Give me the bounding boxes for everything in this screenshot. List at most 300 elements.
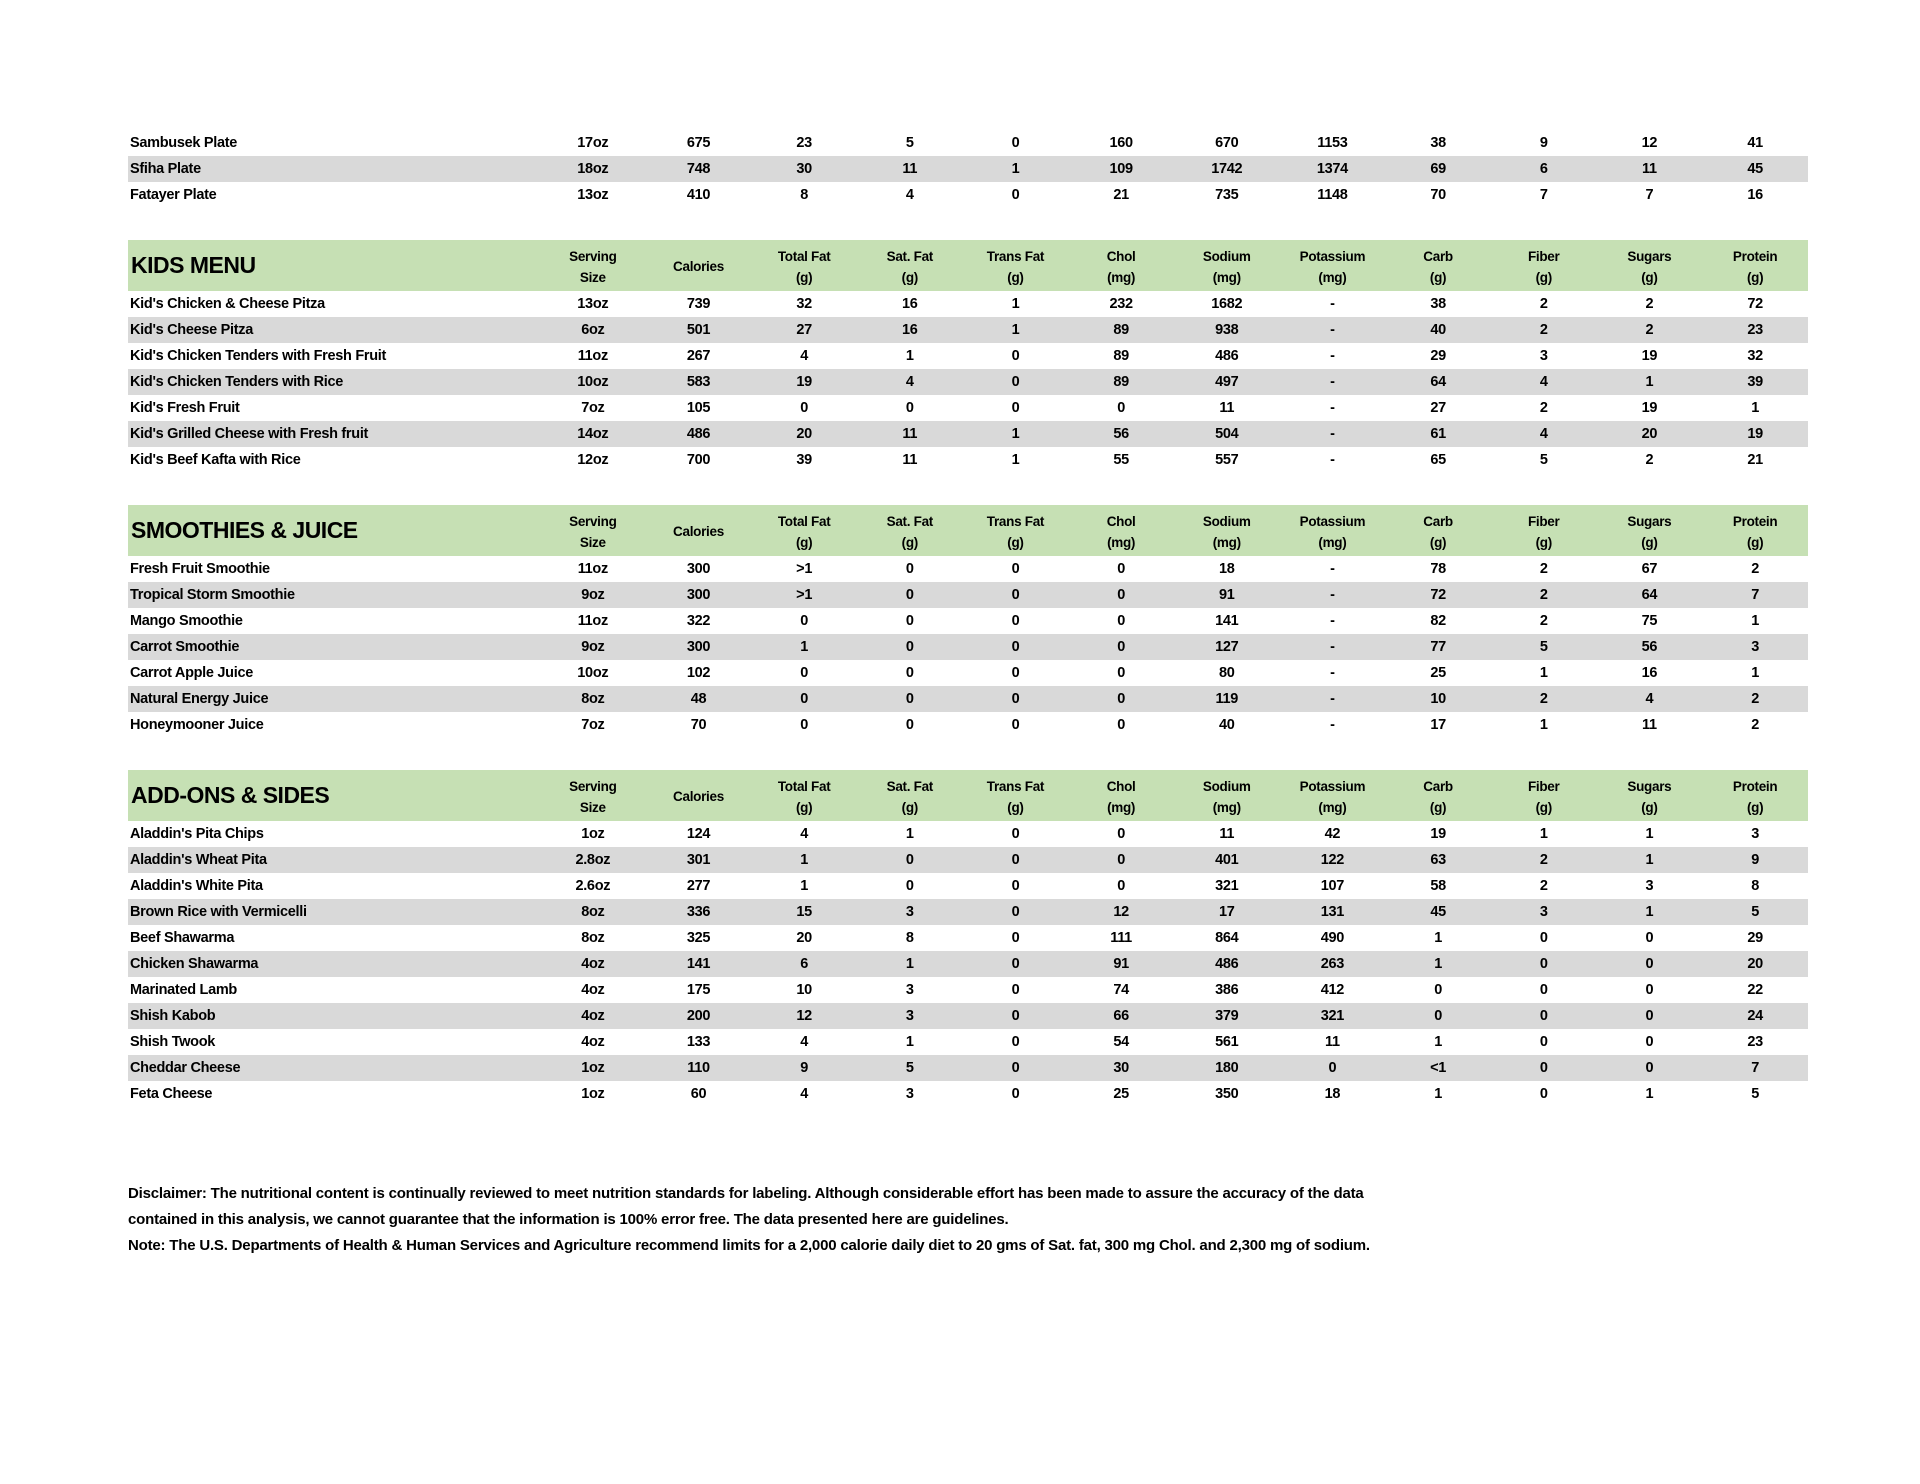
value-cell: >1 xyxy=(796,561,813,577)
value-cell: 102 xyxy=(686,665,711,681)
value-cell: 0 xyxy=(1011,1034,1020,1050)
value-cell: 0 xyxy=(1011,135,1020,151)
column-header: Fiber (g) xyxy=(1527,778,1560,815)
value-cell: 16 xyxy=(1641,665,1658,681)
value-cell: 0 xyxy=(905,639,914,655)
value-cell: 0 xyxy=(1011,639,1020,655)
value-cell: 1oz xyxy=(581,1086,605,1102)
item-name-cell: Mango Smoothie xyxy=(130,613,243,629)
value-cell: 1742 xyxy=(1211,161,1243,177)
value-cell: 2 xyxy=(1645,452,1654,468)
value-cell: 0 xyxy=(1011,1086,1020,1102)
value-cell: 1 xyxy=(1751,665,1759,681)
item-name-cell: Kid's Chicken & Cheese Pitza xyxy=(130,296,325,312)
column-header: Carb (g) xyxy=(1423,513,1453,550)
column-header: Sat. Fat (g) xyxy=(886,778,933,815)
column-header: Calories xyxy=(673,789,724,804)
value-cell: 9oz xyxy=(581,639,605,655)
value-cell: 7 xyxy=(1539,187,1548,203)
table-row xyxy=(128,847,1808,873)
value-cell: 25 xyxy=(1430,665,1446,681)
value-cell: 13oz xyxy=(577,187,609,203)
table-row xyxy=(128,899,1808,925)
column-header: Sodium (mg) xyxy=(1202,248,1251,285)
value-cell: 670 xyxy=(1215,135,1239,151)
value-cell: 410 xyxy=(686,187,711,203)
value-cell: <1 xyxy=(1430,1060,1447,1076)
value-cell: 56 xyxy=(1113,426,1129,442)
disclaimer-block xyxy=(128,1181,1393,1259)
value-cell: 29 xyxy=(1430,348,1446,364)
value-cell: 29 xyxy=(1747,930,1763,946)
value-cell: 0 xyxy=(800,400,809,416)
value-cell: 350 xyxy=(1215,1086,1239,1102)
value-cell: 11oz xyxy=(577,348,608,364)
value-cell: 0 xyxy=(1117,400,1125,416)
value-cell: 0 xyxy=(1539,982,1548,998)
value-cell: 5 xyxy=(905,135,914,151)
value-cell: 9 xyxy=(1751,852,1759,868)
value-cell: 18 xyxy=(1219,561,1235,577)
value-cell: 3 xyxy=(905,1086,914,1102)
value-cell: 69 xyxy=(1430,161,1446,177)
value-cell: 1 xyxy=(1645,1086,1654,1102)
value-cell: 0 xyxy=(1539,956,1548,972)
value-cell: 386 xyxy=(1215,982,1239,998)
value-cell: 1 xyxy=(1645,374,1654,390)
item-name-cell: Tropical Storm Smoothie xyxy=(130,587,295,603)
value-cell: 501 xyxy=(686,322,711,338)
value-cell: 504 xyxy=(1215,426,1239,442)
value-cell: 111 xyxy=(1110,930,1132,946)
value-cell: 1 xyxy=(1011,161,1020,177)
value-cell: 45 xyxy=(1430,904,1446,920)
table-row xyxy=(128,686,1808,712)
value-cell: 19 xyxy=(1430,826,1446,842)
value-cell: 321 xyxy=(1215,878,1239,894)
value-cell: 4 xyxy=(800,348,809,364)
value-cell: 336 xyxy=(686,904,711,920)
value-cell: 38 xyxy=(1430,296,1446,312)
item-name-cell: Beef Shawarma xyxy=(130,930,235,946)
value-cell: 70 xyxy=(690,717,707,733)
value-cell: 72 xyxy=(1430,587,1446,603)
table-row xyxy=(128,660,1808,686)
value-cell: 4 xyxy=(905,187,914,203)
value-cell: 1oz xyxy=(581,826,605,842)
value-cell: 80 xyxy=(1219,665,1235,681)
item-name-cell: Kid's Cheese Pitza xyxy=(130,322,253,338)
table-row xyxy=(128,977,1808,1003)
value-cell: 0 xyxy=(1011,1008,1020,1024)
table-row xyxy=(128,156,1808,182)
value-cell: 30 xyxy=(1113,1060,1129,1076)
value-cell: - xyxy=(1330,613,1335,629)
value-cell: 748 xyxy=(686,161,711,177)
table-row xyxy=(128,317,1808,343)
value-cell: 0 xyxy=(1539,1086,1548,1102)
nutrition-tables xyxy=(128,130,1808,1107)
value-cell: 175 xyxy=(686,982,711,998)
value-cell: 4 xyxy=(1539,374,1548,390)
value-cell: 7 xyxy=(1645,187,1654,203)
value-cell: 0 xyxy=(1011,717,1020,733)
column-header: Trans Fat (g) xyxy=(986,513,1045,550)
value-cell: 1 xyxy=(1751,613,1759,629)
value-cell: 16 xyxy=(1747,187,1763,203)
value-cell: 321 xyxy=(1320,1008,1345,1024)
value-cell: 322 xyxy=(686,613,711,629)
value-cell: 561 xyxy=(1215,1034,1239,1050)
item-name-cell: Carrot Smoothie xyxy=(130,639,240,655)
value-cell: 105 xyxy=(686,400,711,416)
value-cell: 20 xyxy=(1641,426,1658,442)
column-header: Calories xyxy=(673,259,724,274)
value-cell: 21 xyxy=(1113,187,1129,203)
value-cell: 1 xyxy=(1539,826,1548,842)
value-cell: 675 xyxy=(686,135,711,151)
value-cell: 141 xyxy=(1215,613,1239,629)
value-cell: 11oz xyxy=(577,561,608,577)
value-cell: 4 xyxy=(800,1086,809,1102)
value-cell: 300 xyxy=(686,587,711,603)
value-cell: 0 xyxy=(1011,691,1020,707)
item-name-cell: Honeymooner Juice xyxy=(130,717,264,733)
value-cell: 13oz xyxy=(577,296,609,312)
value-cell: 38 xyxy=(1430,135,1446,151)
value-cell: 1 xyxy=(1645,852,1654,868)
table-row xyxy=(128,951,1808,977)
column-header: Sugars (g) xyxy=(1627,778,1672,815)
value-cell: 490 xyxy=(1320,930,1345,946)
value-cell: 23 xyxy=(1747,322,1763,338)
column-header: Carb (g) xyxy=(1423,248,1453,285)
value-cell: 1 xyxy=(1011,296,1020,312)
column-header: Trans Fat (g) xyxy=(986,778,1045,815)
column-header: Potassium (mg) xyxy=(1299,513,1366,550)
value-cell: 0 xyxy=(1117,587,1125,603)
value-cell: 2 xyxy=(1539,691,1548,707)
value-cell: 91 xyxy=(1113,956,1129,972)
value-cell: 3 xyxy=(1751,639,1759,655)
value-cell: 0 xyxy=(1117,717,1125,733)
value-cell: - xyxy=(1330,296,1335,312)
value-cell: 8 xyxy=(800,187,809,203)
section-title: KIDS MENU xyxy=(131,252,256,278)
table-row xyxy=(128,291,1808,317)
value-cell: 0 xyxy=(1117,613,1125,629)
value-cell: 25 xyxy=(1113,1086,1129,1102)
value-cell: 8oz xyxy=(581,904,605,920)
value-cell: 8oz xyxy=(581,691,605,707)
item-name-cell: Kid's Chicken Tenders with Rice xyxy=(130,374,344,390)
value-cell: 67 xyxy=(1641,561,1658,577)
value-cell: 1 xyxy=(1011,426,1020,442)
value-cell: 12 xyxy=(1641,135,1658,151)
column-header: Total Fat (g) xyxy=(777,248,831,285)
value-cell: 0 xyxy=(905,691,914,707)
value-cell: - xyxy=(1330,452,1335,468)
value-cell: 11 xyxy=(1642,161,1657,177)
value-cell: 72 xyxy=(1747,296,1763,312)
value-cell: 325 xyxy=(686,930,711,946)
value-cell: 0 xyxy=(1011,187,1020,203)
value-cell: 4oz xyxy=(581,1034,605,1050)
value-cell: 11oz xyxy=(577,613,608,629)
table-row xyxy=(128,712,1808,738)
value-cell: 131 xyxy=(1320,904,1345,920)
value-cell: 1 xyxy=(1011,322,1020,338)
value-cell: - xyxy=(1330,561,1335,577)
table-row xyxy=(128,447,1808,473)
value-cell: 12 xyxy=(1113,904,1129,920)
table-row xyxy=(128,821,1808,847)
value-cell: 8 xyxy=(905,930,914,946)
value-cell: 21 xyxy=(1747,452,1763,468)
item-name-cell: Kid's Beef Kafta with Rice xyxy=(130,452,301,468)
value-cell: 133 xyxy=(686,1034,711,1050)
value-cell: 2 xyxy=(1539,878,1548,894)
value-cell: - xyxy=(1330,587,1335,603)
value-cell: 3 xyxy=(1539,348,1548,364)
table-row xyxy=(128,421,1808,447)
value-cell: 9 xyxy=(1539,135,1548,151)
value-cell: 63 xyxy=(1430,852,1446,868)
value-cell: 5 xyxy=(1751,904,1759,920)
value-cell: 0 xyxy=(1011,852,1020,868)
value-cell: 1 xyxy=(800,639,809,655)
column-header: Fiber (g) xyxy=(1527,513,1560,550)
value-cell: 0 xyxy=(1117,826,1125,842)
value-cell: 2 xyxy=(1539,561,1548,577)
column-header: Sodium (mg) xyxy=(1202,513,1251,550)
value-cell: 1148 xyxy=(1317,187,1348,203)
value-cell: 0 xyxy=(1011,1060,1020,1076)
value-cell: 263 xyxy=(1320,956,1345,972)
value-cell: 3 xyxy=(905,904,914,920)
value-cell: 32 xyxy=(1747,348,1763,364)
column-header: Carb (g) xyxy=(1423,778,1453,815)
value-cell: 4 xyxy=(905,374,914,390)
value-cell: 938 xyxy=(1215,322,1239,338)
value-cell: 2 xyxy=(1539,296,1548,312)
value-cell: 58 xyxy=(1430,878,1446,894)
value-cell: 0 xyxy=(1434,982,1442,998)
value-cell: - xyxy=(1330,322,1335,338)
value-cell: 700 xyxy=(686,452,711,468)
item-name-cell: Fatayer Plate xyxy=(130,187,217,203)
menu-section-continuation xyxy=(128,130,1808,208)
value-cell: 0 xyxy=(1011,374,1020,390)
value-cell: 20 xyxy=(1747,956,1763,972)
value-cell: 12 xyxy=(796,1008,812,1024)
value-cell: 19 xyxy=(1641,348,1658,364)
value-cell: 17 xyxy=(1430,717,1446,733)
item-name-cell: Chicken Shawarma xyxy=(130,956,259,972)
value-cell: 48 xyxy=(690,691,707,707)
value-cell: 4 xyxy=(800,1034,809,1050)
column-header: Potassium (mg) xyxy=(1299,778,1366,815)
value-cell: 18 xyxy=(1324,1086,1341,1102)
item-name-cell: Natural Energy Juice xyxy=(130,691,269,707)
value-cell: 1153 xyxy=(1317,135,1348,151)
value-cell: 60 xyxy=(690,1086,707,1102)
value-cell: 24 xyxy=(1747,1008,1763,1024)
value-cell: 486 xyxy=(686,426,711,442)
item-name-cell: Cheddar Cheese xyxy=(130,1060,241,1076)
value-cell: 0 xyxy=(800,691,809,707)
note-text: Note: The U.S. Departments of Health & Human Services and Agriculture recommend limits for a 2,000 calorie daily diet to 20 gms of Sat. fat, 300 mg Chol. and 2,300 mg of sodium. xyxy=(128,1237,1370,1254)
section-header-row xyxy=(128,240,1808,291)
section-title: ADD-ONS & SIDES xyxy=(131,782,330,808)
value-cell: 0 xyxy=(1645,1060,1654,1076)
column-header: Protein (g) xyxy=(1732,248,1778,285)
value-cell: 2 xyxy=(1645,322,1654,338)
value-cell: 64 xyxy=(1430,374,1446,390)
column-header: Chol (mg) xyxy=(1106,513,1136,550)
value-cell: 6oz xyxy=(581,322,605,338)
value-cell: 40 xyxy=(1430,322,1446,338)
value-cell: 56 xyxy=(1641,639,1658,655)
value-cell: 89 xyxy=(1113,374,1129,390)
value-cell: 0 xyxy=(1011,826,1020,842)
value-cell: 0 xyxy=(1011,613,1020,629)
value-cell: 1 xyxy=(1539,717,1548,733)
menu-section-smoothies-juice xyxy=(128,505,1808,738)
value-cell: 70 xyxy=(1430,187,1446,203)
value-cell: 1 xyxy=(800,878,809,894)
value-cell: 0 xyxy=(1117,561,1125,577)
value-cell: 64 xyxy=(1641,587,1658,603)
value-cell: - xyxy=(1330,400,1335,416)
value-cell: - xyxy=(1330,691,1335,707)
value-cell: 7 xyxy=(1751,1060,1759,1076)
value-cell: 0 xyxy=(1645,982,1654,998)
value-cell: 12oz xyxy=(577,452,609,468)
value-cell: 7oz xyxy=(581,400,605,416)
item-name-cell: Carrot Apple Juice xyxy=(130,665,253,681)
item-name-cell: Kid's Grilled Cheese with Fresh fruit xyxy=(130,426,369,442)
value-cell: 19 xyxy=(1747,426,1763,442)
value-cell: 160 xyxy=(1109,135,1133,151)
table-row xyxy=(128,130,1808,156)
value-cell: 5 xyxy=(1539,639,1548,655)
value-cell: 1374 xyxy=(1316,161,1348,177)
value-cell: 17oz xyxy=(577,135,609,151)
value-cell: 10 xyxy=(1430,691,1446,707)
value-cell: 0 xyxy=(1011,665,1020,681)
value-cell: 7 xyxy=(1751,587,1759,603)
value-cell: 27 xyxy=(796,322,812,338)
value-cell: - xyxy=(1330,717,1335,733)
value-cell: 1 xyxy=(1434,930,1442,946)
value-cell: 11 xyxy=(1325,1034,1340,1050)
value-cell: 11 xyxy=(902,426,918,442)
column-header: Serving Size xyxy=(569,248,617,285)
table-row xyxy=(128,634,1808,660)
value-cell: 5 xyxy=(1539,452,1548,468)
value-cell: 89 xyxy=(1113,348,1129,364)
value-cell: >1 xyxy=(796,587,813,603)
table-row xyxy=(128,395,1808,421)
value-cell: 2 xyxy=(1539,400,1548,416)
value-cell: 0 xyxy=(1011,561,1020,577)
value-cell: 22 xyxy=(1747,982,1763,998)
value-cell: 39 xyxy=(1747,374,1763,390)
column-header: Sat. Fat (g) xyxy=(886,513,933,550)
value-cell: 0 xyxy=(1011,587,1020,603)
item-name-cell: Kid's Chicken Tenders with Fresh Fruit xyxy=(130,348,387,364)
table-row xyxy=(128,343,1808,369)
value-cell: 864 xyxy=(1215,930,1239,946)
item-name-cell: Aladdin's Wheat Pita xyxy=(130,852,267,868)
value-cell: 0 xyxy=(1117,852,1125,868)
value-cell: 89 xyxy=(1113,322,1129,338)
value-cell: 124 xyxy=(686,826,711,842)
value-cell: 300 xyxy=(686,561,711,577)
column-header: Protein (g) xyxy=(1732,778,1778,815)
value-cell: 78 xyxy=(1430,561,1446,577)
value-cell: 3 xyxy=(1751,826,1759,842)
value-cell: 109 xyxy=(1109,161,1133,177)
value-cell: 0 xyxy=(905,613,914,629)
value-cell: 19 xyxy=(796,374,812,390)
value-cell: 17 xyxy=(1219,904,1235,920)
value-cell: - xyxy=(1330,665,1335,681)
value-cell: 0 xyxy=(905,561,914,577)
value-cell: 32 xyxy=(796,296,812,312)
value-cell: 0 xyxy=(1645,1008,1654,1024)
value-cell: 300 xyxy=(686,639,711,655)
column-header: Fiber (g) xyxy=(1527,248,1560,285)
value-cell: 1 xyxy=(905,826,914,842)
value-cell: 412 xyxy=(1320,982,1345,998)
value-cell: 9oz xyxy=(581,587,605,603)
column-header: Calories xyxy=(673,524,724,539)
item-name-cell: Shish Twook xyxy=(130,1034,216,1050)
value-cell: 0 xyxy=(1011,878,1020,894)
section-header-row xyxy=(128,770,1808,821)
item-name-cell: Brown Rice with Vermicelli xyxy=(130,904,307,920)
value-cell: - xyxy=(1330,639,1335,655)
column-header: Sugars (g) xyxy=(1627,248,1672,285)
value-cell: 0 xyxy=(800,665,809,681)
value-cell: 2 xyxy=(1539,322,1548,338)
value-cell: 119 xyxy=(1215,691,1239,707)
value-cell: 127 xyxy=(1215,639,1239,655)
value-cell: 19 xyxy=(1641,400,1658,416)
value-cell: 232 xyxy=(1109,296,1133,312)
value-cell: 0 xyxy=(1011,982,1020,998)
value-cell: 2 xyxy=(1539,613,1548,629)
table-row xyxy=(128,1003,1808,1029)
value-cell: 110 xyxy=(687,1060,710,1076)
value-cell: 557 xyxy=(1215,452,1239,468)
value-cell: 66 xyxy=(1113,1008,1129,1024)
value-cell: 0 xyxy=(1011,930,1020,946)
item-name-cell: Sambusek Plate xyxy=(130,135,238,151)
item-name-cell: Feta Cheese xyxy=(130,1086,213,1102)
item-name-cell: Kid's Fresh Fruit xyxy=(130,400,240,416)
table-row xyxy=(128,1081,1808,1107)
value-cell: 23 xyxy=(796,135,812,151)
table-row xyxy=(128,1029,1808,1055)
value-cell: 11 xyxy=(1219,826,1235,842)
value-cell: 2 xyxy=(1751,717,1759,733)
value-cell: 14oz xyxy=(577,426,609,442)
value-cell: 0 xyxy=(1434,1008,1442,1024)
column-header: Serving Size xyxy=(569,778,617,815)
